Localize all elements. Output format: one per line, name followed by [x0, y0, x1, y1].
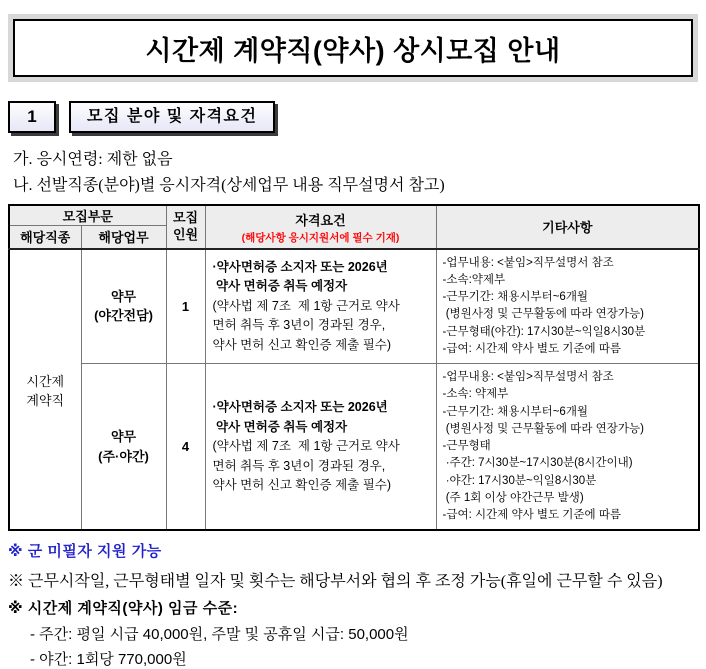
qualification-requirement-bold: ·약사면허증 소지자 또는 2026년 약사 면허증 취득 예정자 — [212, 260, 388, 294]
cell-etc-night: -업무내용: <붙임>직무설명서 참조 -소속:약제부 -근무기간: 채용시부터~6개월 (병원사정 및 근무활동에 따라 연장가능) -근무형태(야간): 17시30분~익일8시30분 -급여: 시간제 약사 별도 기준에 따름 — [436, 249, 699, 364]
note-wage-details: - 주간: 평일 시급 40,000원, 주말 및 공휴일 시급: 50,000원 - 야간: 1회당 770,000원 — [30, 626, 409, 669]
section-number-badge: 1 — [8, 101, 56, 133]
intro-block — [13, 147, 706, 198]
page-title: 시간제 계약직(약사) 상시모집 안내 — [145, 36, 561, 66]
cell-count-night: 1 — [166, 249, 205, 364]
qualification-requirement-bold: ·약사면허증 소지자 또는 2026년 약사 면허증 취득 예정자 — [212, 400, 388, 434]
table-row-day-night — [9, 364, 699, 531]
note-schedule-adjustment: ※ 근무시작일, 근무형태별 일자 및 횟수는 해당부서와 협의 후 조정 가능(휴일에 근무할 수 있음) — [8, 573, 663, 591]
notes-block — [8, 540, 706, 669]
intro-line-qualification: 나. 선발직종(분야)별 응시자격(상세업무 내용 직무설명서 참고) — [13, 176, 445, 194]
note-military-service: ※ 군 미필자 지원 가능 — [8, 543, 162, 561]
section-heading — [8, 101, 706, 133]
col-header-qualification-label: 자격요건 — [295, 212, 346, 228]
cell-duty-day-night: 약무 (주·야간) — [81, 364, 166, 531]
table-row-night-only — [9, 249, 699, 364]
col-header-etc: 기타사항 — [436, 205, 699, 249]
cell-job-type: 시간제 계약직 — [9, 249, 81, 531]
col-header-job-type: 해당직종 — [9, 226, 81, 249]
col-header-qualification-required-note: (해당사항 응시지원서에 필수 기재) — [241, 231, 400, 244]
cell-etc-day-night: -업무내용: <붙임>직무설명서 참조 -소속: 약제부 -근무기간: 채용시부터~6개월 (병원사정 및 근무활동에 따라 연장가능) -근무형태 ·주간: 7시30분~17시30분(8시간이내) ·야간: 17시30분~익일8시30분 (주 1회 이상 야간근무 발생) -급여: 시간제 약사 별도 기준에 따름 — [436, 364, 699, 531]
title-box-inner — [13, 19, 693, 77]
cell-qualification-night — [205, 249, 436, 364]
recruitment-table — [8, 204, 700, 531]
col-header-count-line1: 모집 — [172, 210, 199, 226]
col-header-recruit-section: 모집부문 — [9, 205, 166, 226]
col-header-count — [166, 205, 205, 249]
qualification-requirement-detail: (약사법 제 7조 제 1항 근거로 약사 면허 취득 후 3년이 경과된 경우, 약사 면허 신고 확인증 제출 필수) — [212, 439, 400, 492]
col-header-qualification — [205, 205, 436, 249]
cell-count-day-night: 4 — [166, 364, 205, 531]
note-wage-level-title: ※ 시간제 계약직(약사) 임금 수준: — [8, 600, 239, 618]
cell-duty-night: 약무 (야간전담) — [81, 249, 166, 364]
intro-line-age: 가. 응시연령: 제한 없음 — [13, 151, 173, 168]
section-title-badge: 모집 분야 및 자격요건 — [69, 101, 275, 133]
qualification-requirement-detail: (약사법 제 7조 제 1항 근거로 약사 면허 취득 후 3년이 경과된 경우, 약사 면허 신고 확인증 제출 필수) — [212, 298, 400, 352]
col-header-job-duty: 해당업무 — [81, 226, 166, 249]
col-header-count-line2: 인원 — [172, 226, 199, 242]
title-box — [8, 14, 698, 82]
notice-document — [0, 14, 706, 669]
cell-qualification-day-night — [205, 364, 436, 531]
